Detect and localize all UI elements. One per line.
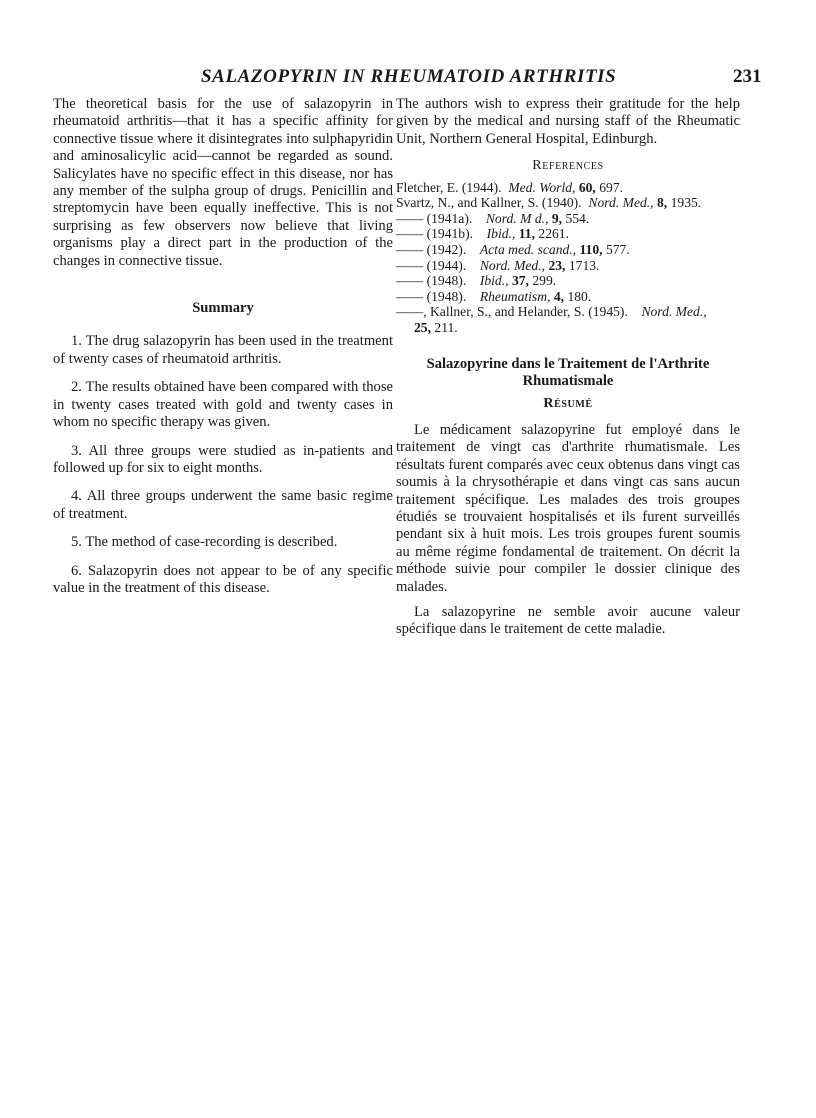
right-column [396,96,740,639]
french-title-line-2: Rhumatismale [522,372,614,389]
summary-item-3: 3. All three groups were studied as in-patients and followed up for six to eight months. [53,442,393,476]
french-title [396,356,740,390]
reference-item: —— (1948). Ibid., 37, 299. [396,273,557,289]
resume-conclusion: La salazopyrine ne semble avoir aucune valeur spécifique dans le traitement de cette maladie. [396,604,740,638]
summary-item-4: 4. All three groups underwent the same basic regime of treatment. [53,488,393,522]
reference-list [396,180,740,336]
resume-heading: Résumé [543,395,593,411]
reference-item: Fletcher, E. (1944). Med. World, 60, 697. [396,179,624,195]
reference-item: —— (1941b). Ibid., 11, 2261. [396,226,569,242]
left-column [53,96,393,597]
acknowledgement: The authors wish to express their gratitude for the help given by the medical and nursing staff of the Rheumatic Unit, Northern General Hospital, Edinburgh. [396,96,740,147]
reference-item: —— (1944). Nord. Med., 23, 1713. [396,257,600,273]
resume-paragraph: Le médicament salazopyrine fut employé dans le traitement de vingt cas d'arthrite rhumatismale. Les résultats furent comparés avec ceux obtenus dans vingt cas soumis à la chrysothérapie et dans vingt cas sans aucun traitement spécifique. Les malades des trois groupes étudiés se trouvaient hospitalisés et ils furent surveillés pendant six à huit mois. Les trois groupes furent soumis au même régime fondamental de traitement. On décrit la méthode suivie pour compiler le dossier clinique des malades. [396,421,740,595]
reference-item: —— (1948). Rheumatism, 4, 180. [396,288,592,304]
summary-item-6: 6. Salazopyrin does not appear to be of any specific value in the treatment of this disease. [53,562,393,596]
intro-paragraph: The theoretical basis for the use of salazopyrin in rheumatoid arthritis—that it has a specific affinity for connective tissue where it disintegrates into sulphapyridin and aminosalicylic acid—cannot be regarded as sound. Salicylates have no specific effect in this disease, nor has any member of the sulpha group of drugs. Penicillin and streptomycin have been equally ineffective. This is not surprising as few observers now believe that living organisms play a direct part in the production of the changes in connective tissue. [53,96,393,269]
summary-item-1: 1. The drug salazopyrin has been used in the treatment of twenty cases of rheumatoid arthritis. [53,333,393,367]
summary-item-5: 5. The method of case-recording is described. [71,534,338,551]
reference-item: ——, Kallner, S., and Helander, S. (1945). Nord. Med., 25, 211. [396,304,707,335]
summary-item-2: 2. The results obtained have been compared with those in twenty cases treated with gold and twenty cases in whom no specific therapy was given. [53,379,393,431]
running-title: SALAZOPYRIN IN RHEUMATOID ARTHRITIS [201,66,617,87]
reference-item: —— (1942). Acta med. scand., 110, 577. [396,242,630,257]
reference-item: —— (1941a). Nord. M d., 9, 554. [396,210,590,226]
french-title-line-1: Salazopyrine dans le Traitement de l'Arthrite [426,355,710,372]
page-header [0,66,816,90]
summary-heading: Summary [192,300,254,317]
page-number: 231 [733,66,762,87]
references-heading: References [532,158,604,174]
reference-item: Svartz, N., and Kallner, S. (1940). Nord. Med., 8, 1935. [396,195,702,211]
